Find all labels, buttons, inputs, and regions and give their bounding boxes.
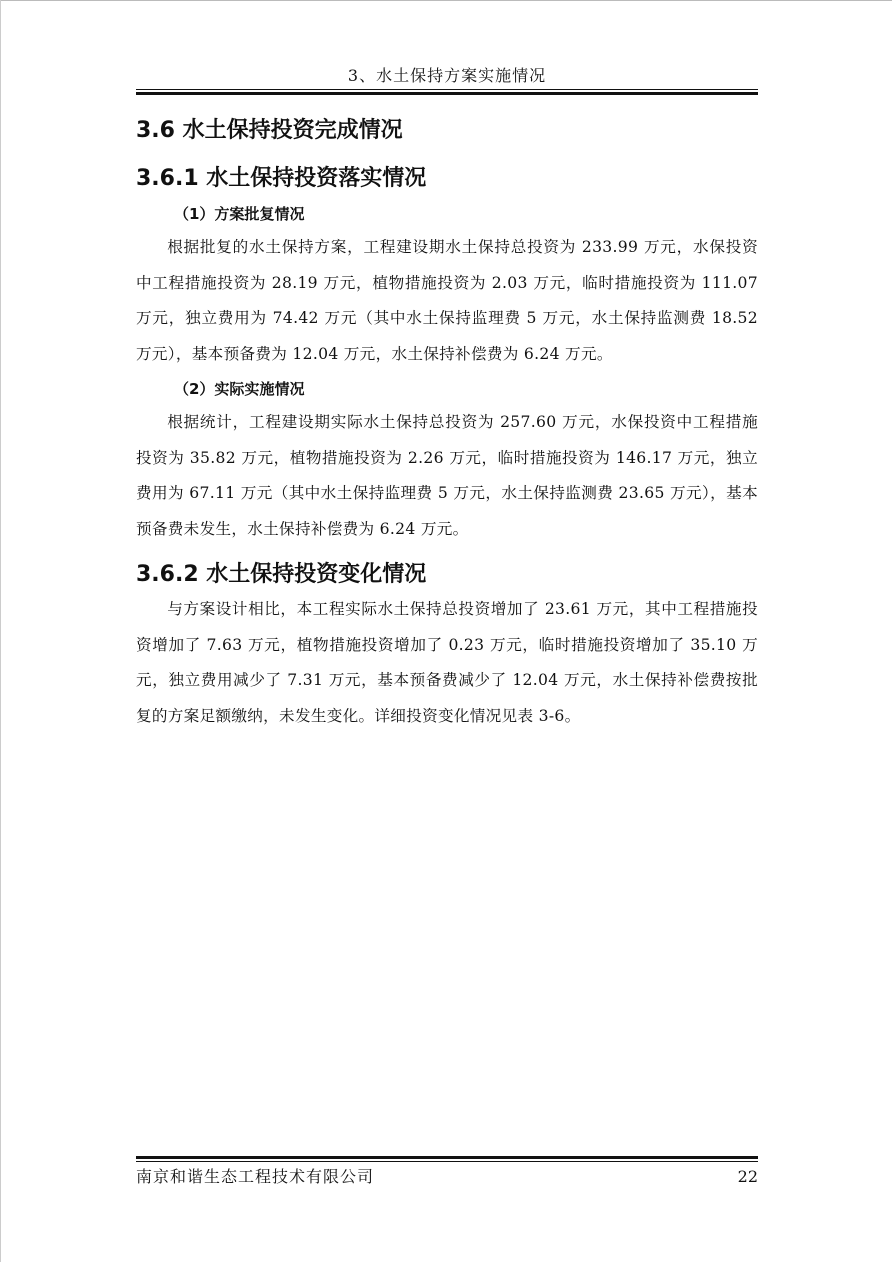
section-heading: 3.6 水土保持投资完成情况 <box>136 118 403 143</box>
paragraph-change: 与方案设计相比，本工程实际水土保持总投资增加了 23.61 万元，其中工程措施投资增加了 7.63 万元，植物措施投资增加了 0.23 万元，临时措施投资增加了 35.10 万元，独立费用减少了 7.31 万元，基本预备费减少了 12.04 万元，水土保持补偿费按批复的方案足额缴纳，未发生变化。详细投资变化情况见表 3-6。 <box>136 600 758 725</box>
paragraph-approval: 根据批复的水土保持方案，工程建设期水土保持总投资为 233.99 万元，水保投资中工程措施投资为 28.19 万元，植物措施投资为 2.03 万元，临时措施投资为 111.07 万元，独立费用为 74.42 万元（其中水土保持监理费 5 万元，水土保持监测费 18.52 万元），基本预备费为 12.04 万元，水土保持补偿费为 6.24 万元。 <box>136 238 758 363</box>
running-header-title: 3、水土保持方案实施情况 <box>347 66 547 85</box>
header-rule-thin <box>136 89 758 90</box>
footer-rule-thin <box>136 1161 758 1162</box>
subsection-heading-3-6-2: 3.6.2 水土保持投资变化情况 <box>136 562 427 587</box>
item-heading-actual: （2）实际实施情况 <box>174 380 305 398</box>
footer-rule-thick <box>136 1156 758 1159</box>
footer-company: 南京和谐生态工程技术有限公司 <box>136 1167 375 1186</box>
page-border-left <box>0 0 1 1262</box>
header-rule-thick <box>136 92 758 95</box>
item-heading-approval: （1）方案批复情况 <box>174 205 305 223</box>
page-border-top <box>0 0 892 1</box>
subsection-heading-3-6-1: 3.6.1 水土保持投资落实情况 <box>136 166 427 191</box>
paragraph-actual: 根据统计，工程建设期实际水土保持总投资为 257.60 万元，水保投资中工程措施投资为 35.82 万元，植物措施投资为 2.26 万元，临时措施投资为 146.17 万元，独立费用为 67.11 万元（其中水土保持监理费 5 万元，水土保持监测费 23.65 万元），基本预备费未发生，水土保持补偿费为 6.24 万元。 <box>136 413 758 538</box>
footer-page-number: 22 <box>737 1167 758 1186</box>
